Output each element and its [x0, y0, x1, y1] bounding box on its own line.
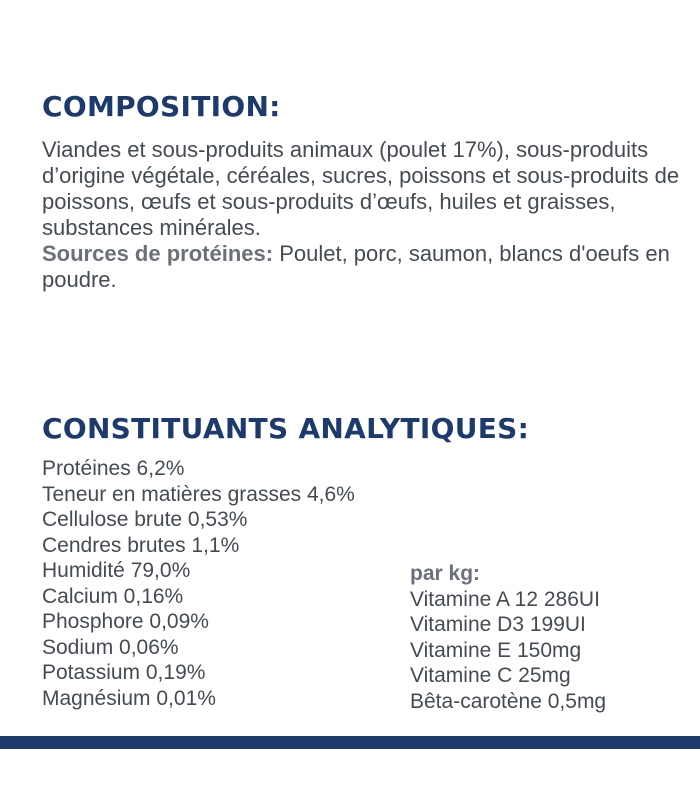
vitamin-item: Vitamine E 150mg	[410, 638, 582, 662]
vitamin-item: Vitamine D3 199UI	[410, 613, 586, 636]
vitamin-list	[410, 587, 606, 715]
analytical-constituents-list	[42, 456, 355, 711]
protein-sources-paragraph	[42, 241, 682, 293]
composition-ingredients-text: Viandes et sous-produits animaux (poulet 17%), sous-produits d’origine végétale, céréales, sucres, poissons et sous-produits de poissons, œufs et sous-produits d’œufs, huiles et graisses, substances minérales.	[42, 137, 680, 240]
constituent-item: Magnésium 0,01%	[42, 686, 216, 710]
constituent-item: Sodium 0,06%	[42, 635, 179, 659]
constituent-item: Humidité 79,0%	[42, 559, 191, 582]
vitamin-item: Vitamine A 12 286UI	[410, 587, 600, 611]
constituent-item: Cendres brutes 1,1%	[42, 533, 240, 557]
constituent-item: Potassium 0,19%	[42, 661, 206, 684]
protein-sources-text: Poulet, porc, saumon, blancs d'oeufs en poudre.	[42, 241, 670, 292]
constituent-item: Cellulose brute 0,53%	[42, 508, 248, 531]
vitamin-item: Bêta-carotène 0,5mg	[410, 689, 607, 713]
protein-sources-label: Sources de protéines:	[42, 241, 274, 266]
constituent-item: Teneur en matières grasses 4,6%	[42, 482, 355, 506]
constituent-item: Phosphore 0,09%	[42, 610, 209, 633]
constituent-item: Calcium 0,16%	[42, 584, 184, 608]
composition-heading: COMPOSITION:	[42, 90, 281, 123]
composition-body	[42, 137, 682, 293]
per-kg-section	[410, 561, 606, 714]
per-kg-heading: par kg:	[410, 562, 481, 585]
bottom-brand-bar	[0, 736, 700, 749]
constituent-item: Protéines 6,2%	[42, 457, 185, 480]
vitamin-item: Vitamine C 25mg	[410, 664, 571, 687]
analytics-heading: CONSTITUANTS ANALYTIQUES:	[42, 412, 530, 445]
